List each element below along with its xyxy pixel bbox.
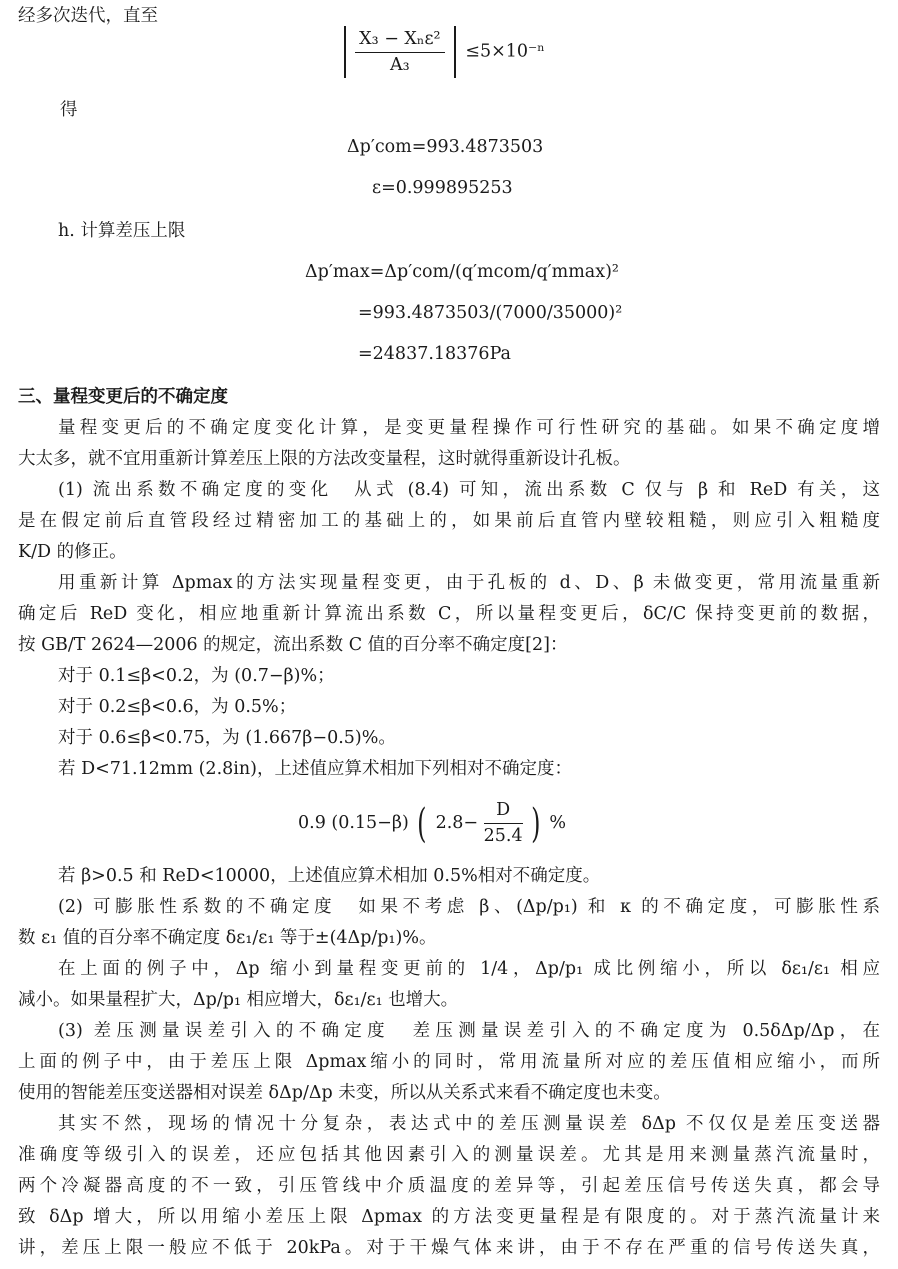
paragraph-6-line-2: 减小。如果量程扩大，Δp/p₁ 相应增大，δε₁/ε₁ 也增大。: [18, 990, 459, 1010]
paragraph-3-line-2: 确定后 ReD 变化，相应地重新计算流出系数 C，所以量程变更后，δC/C 保持变更前的数据，: [18, 604, 880, 624]
equation-d-numerator: D: [484, 800, 523, 824]
step-h-heading: h. 计算差压上限: [58, 221, 186, 241]
paragraph-2-line-2: 是在假定前后直管段经过精密加工的基础上的，如果前后直管内壁较粗糙，则应引入粗糙度: [18, 511, 880, 531]
abs-bar-right: [454, 26, 456, 78]
paragraph-7-line-1: (3) 差压测量误差引入的不确定度 差压测量误差引入的不确定度为 0.5δΔp/Δp，在: [58, 1021, 880, 1041]
paren-right: ): [531, 800, 541, 847]
paragraph-3-line-1: 用重新计算 Δpmax的方法实现量程变更，由于孔板的 d、D、β 未做变更，常用流量重新: [58, 573, 880, 593]
iteration-numerator: X₃ − Xₙε²: [355, 29, 444, 53]
paragraph-8-line-2: 准确度等级引入的误差，还应包括其他因素引入的测量误差。尤其是用来测量蒸汽流量时，: [18, 1145, 880, 1165]
paragraph-8-line-1: 其实不然，现场的情况十分复杂，表达式中的差压测量误差 δΔp 不仅仅是差压变送器: [58, 1114, 880, 1134]
paragraph-5-line-1: (2) 可膨胀性系数的不确定度 如果不考虑 β、(Δp/p₁) 和 κ 的不确定度，可膨胀性系: [58, 897, 880, 917]
condition-2: 对于 0.2≤β<0.6，为 0.5%；: [58, 697, 297, 717]
equation-d-suffix: %: [549, 813, 567, 833]
condition-3: 对于 0.6≤β<0.75，为 (1.667β−0.5)%。: [58, 728, 396, 748]
equation-dp-max-3: =24837.18376Pa: [358, 344, 511, 364]
equation-d-prefix: 0.9 (0.15−β): [298, 813, 409, 833]
paragraph-4: 若 β>0.5 和 ReD<10000，上述值应算术相加 0.5%相对不确定度。: [58, 866, 601, 886]
paragraph-1-line-2: 大太多，就不宜用重新计算差压上限的方法改变量程，这时就得重新设计孔板。: [18, 449, 631, 469]
equation-d-middle: 2.8−: [435, 813, 479, 833]
condition-1: 对于 0.1≤β<0.2，为 (0.7−β)%；: [58, 666, 335, 686]
paragraph-5-line-2: 数 ε₁ 值的百分率不确定度 δε₁/ε₁ 等于±(4Δp/p₁)%。: [18, 928, 437, 948]
paragraph-8-line-4: 致 δΔp 增大，所以用缩小差压上限 Δpmax 的方法变更量程是有限度的。对于蒸汽流量计来: [18, 1207, 880, 1227]
paragraph-8-line-5: 讲，差压上限一般应不低于 20kPa。对于干燥气体来讲，由于不存在严重的信号传送失真，: [18, 1238, 880, 1258]
abs-bar-left: [344, 26, 346, 78]
iteration-criterion: [340, 26, 545, 78]
paragraph-2-line-1: (1) 流出系数不确定度的变化 从式 (8.4) 可知，流出系数 C 仅与 β 和 ReD 有关，这: [58, 480, 880, 500]
condition-4: 若 D<71.12mm (2.8in)，上述值应算术相加下列相对不确定度：: [58, 759, 572, 779]
paragraph-7-line-2: 上面的例子中，由于差压上限 Δpmax缩小的同时，常用流量所对应的差压值相应缩小，而所: [18, 1052, 880, 1072]
iteration-denominator: A₃: [390, 54, 410, 75]
paragraph-2-line-3: K/D 的修正。: [18, 542, 127, 562]
paragraph-7-line-3: 使用的智能差压变送器相对误差 δΔp/Δp 未变，所以从关系式来看不确定度也未变。: [18, 1083, 671, 1103]
result-label: 得: [60, 100, 78, 120]
equation-dp-max-1: Δp′max=Δp′com/(q′mcom/q′mmax)²: [305, 262, 619, 282]
paren-left: (: [417, 800, 427, 847]
paragraph-1-line-1: 量程变更后的不确定度变化计算，是变更量程操作可行性研究的基础。如果不确定度增: [58, 418, 880, 438]
paragraph-6-line-1: 在上面的例子中，Δp 缩小到量程变更前的 1/4，Δp/p₁ 成比例缩小，所以 δε₁/ε₁ 相应: [58, 959, 880, 979]
equation-dp-com: Δp′com=993.4873503: [347, 137, 544, 157]
equation-dp-max-2: =993.4873503/(7000/35000)²: [358, 303, 623, 323]
iteration-intro: 经多次迭代，直至: [18, 6, 158, 26]
section-heading: 三、量程变更后的不确定度: [18, 387, 228, 407]
equation-d-fraction: [484, 800, 523, 847]
paragraph-3-line-3: 按 GB/T 2624—2006 的规定，流出系数 C 值的百分率不确定度[2]：: [18, 635, 568, 655]
iteration-fraction: [355, 29, 444, 76]
paragraph-8-line-3: 两个冷凝器高度的不一致，引压管线中介质温度的差异等，引起差压信号传送失真，都会导: [18, 1176, 880, 1196]
equation-d-denominator: 25.4: [483, 826, 523, 846]
iteration-rhs: ≤5×10⁻ⁿ: [465, 41, 545, 62]
diameter-correction-equation: [298, 800, 566, 847]
equation-epsilon: ε=0.999895253: [372, 178, 513, 198]
